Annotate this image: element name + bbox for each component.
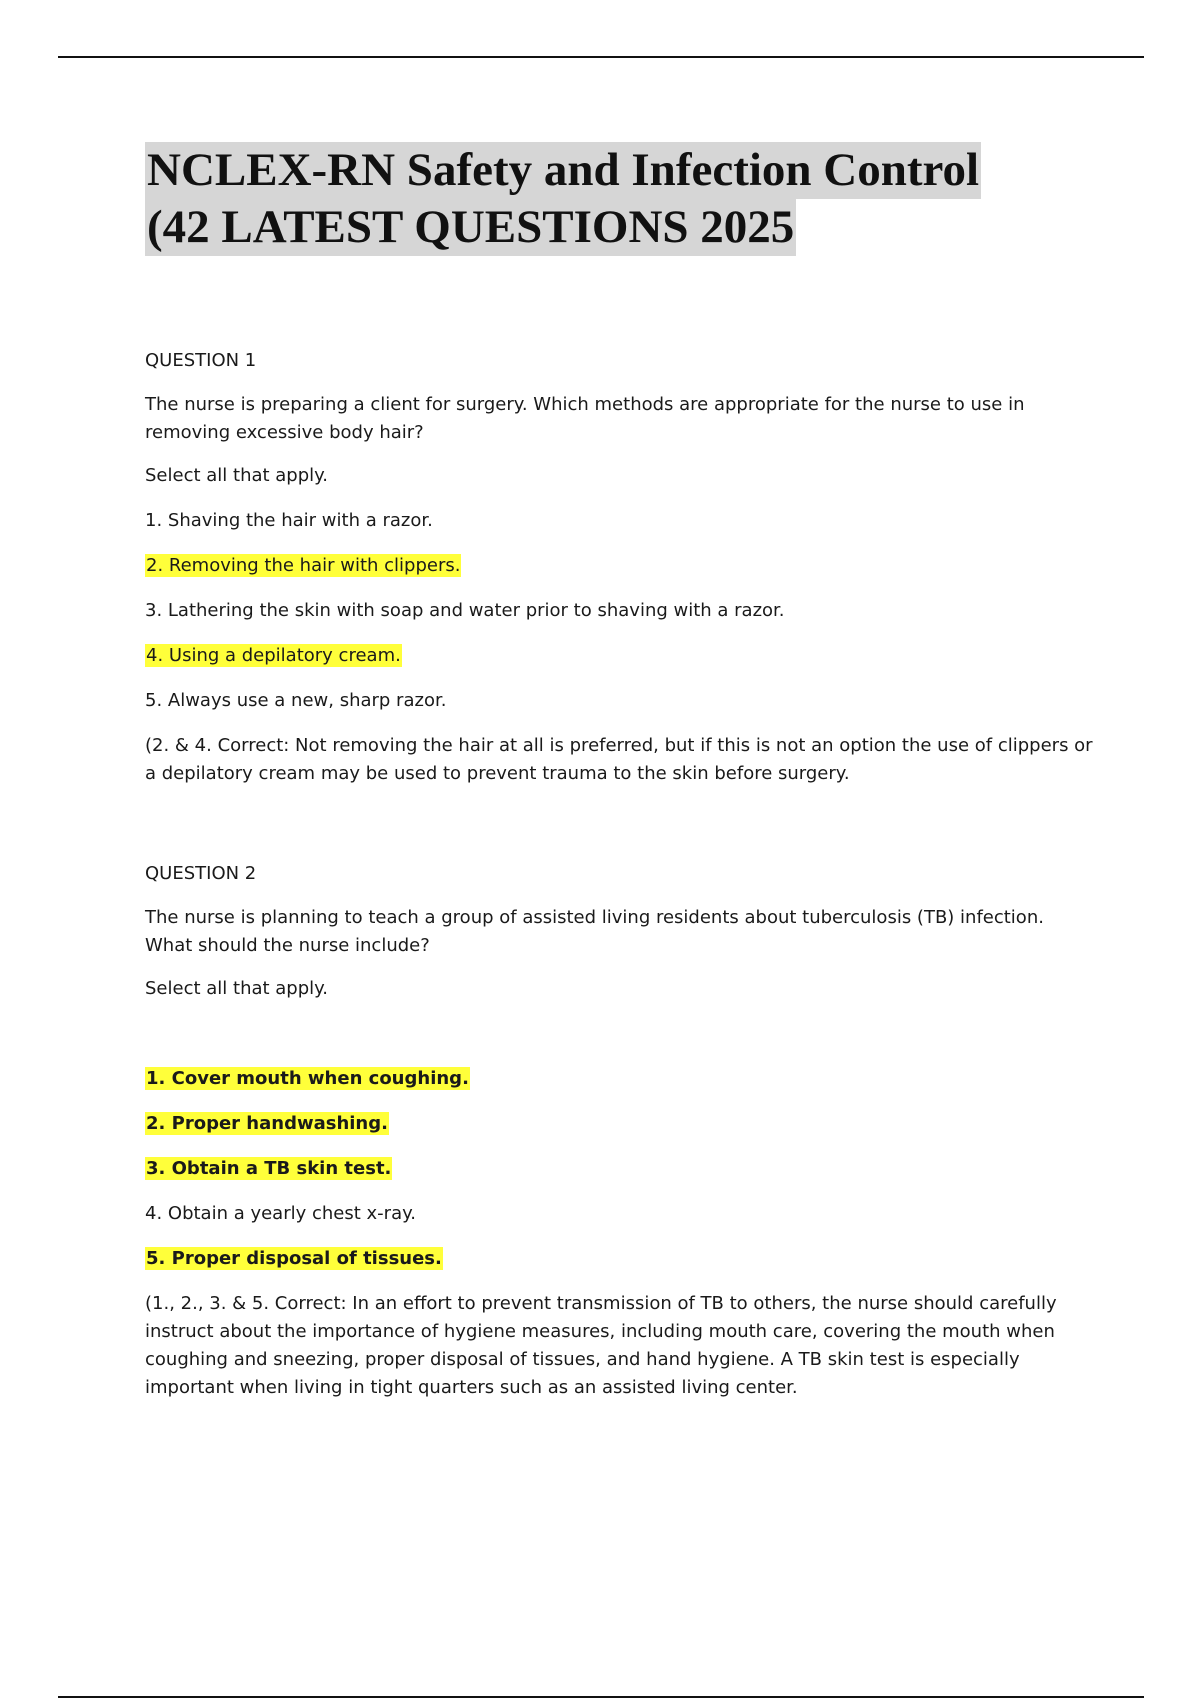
answer-option-1 — [145, 507, 1095, 535]
answer-option-3 — [145, 597, 1095, 625]
answer-option-label-highlighted: 2. Removing the hair with clippers. — [146, 555, 461, 576]
question-instruction: Select all that apply. — [145, 978, 328, 999]
answer-option-label-highlighted: 5. Proper disposal of tissues. — [146, 1248, 442, 1269]
question-heading: QUESTION 1 — [145, 350, 257, 371]
title-line-1: NCLEX-RN Safety and Infection Control — [145, 142, 981, 199]
answer-option-label-highlighted: 4. Using a depilatory cream. — [146, 645, 401, 666]
top-divider — [58, 56, 1144, 58]
bottom-divider — [58, 1696, 1144, 1698]
question-text: The nurse is planning to teach a group of assisted living residents about tuberculosis (TB) infection. What should the nurse include? — [145, 907, 1044, 956]
answer-option-5 — [145, 1245, 1095, 1273]
answer-option-3 — [145, 1155, 1095, 1183]
answer-option-2 — [145, 552, 1095, 580]
question-text: The nurse is preparing a client for surgery. Which methods are appropriate for the nurse to use in removing excessive body hair? — [145, 394, 1025, 443]
answer-option-4 — [145, 1200, 1095, 1228]
question-2 — [145, 860, 1095, 1402]
answer-option-1 — [145, 1065, 1095, 1093]
answer-options — [145, 1065, 1095, 1273]
document-title — [145, 142, 981, 256]
answer-option-label-highlighted: 2. Proper handwashing. — [146, 1113, 388, 1134]
answer-option-label-highlighted: 3. Obtain a TB skin test. — [146, 1158, 392, 1179]
answer-option-2 — [145, 1110, 1095, 1138]
answer-options — [145, 507, 1095, 715]
answer-option-label: 5. Always use a new, sharp razor. — [145, 690, 447, 711]
answer-option-5 — [145, 687, 1095, 715]
answer-option-label: 1. Shaving the hair with a razor. — [145, 510, 433, 531]
answer-option-4 — [145, 642, 1095, 670]
answer-option-label: 4. Obtain a yearly chest x-ray. — [145, 1203, 416, 1224]
answer-rationale: (1., 2., 3. & 5. Correct: In an effort to prevent transmission of TB to others, the nurse should carefully instruct about the importance of hygiene measures, including mouth care, covering the mouth when coughing and sneezing, proper disposal of tissues, and hand hygiene. A TB skin test is especially important when living in tight quarters such as an assisted living center. — [145, 1293, 1057, 1398]
title-line-2: (42 LATEST QUESTIONS 2025 — [145, 199, 796, 256]
question-instruction: Select all that apply. — [145, 465, 328, 486]
answer-option-label: 3. Lathering the skin with soap and water prior to shaving with a razor. — [145, 600, 785, 621]
question-heading: QUESTION 2 — [145, 863, 257, 884]
answer-option-label-highlighted: 1. Cover mouth when coughing. — [146, 1068, 469, 1089]
answer-rationale: (2. & 4. Correct: Not removing the hair at all is preferred, but if this is not an option the use of clippers or a depilatory cream may be used to prevent trauma to the skin before surgery. — [145, 735, 1093, 784]
question-1 — [145, 347, 1095, 788]
